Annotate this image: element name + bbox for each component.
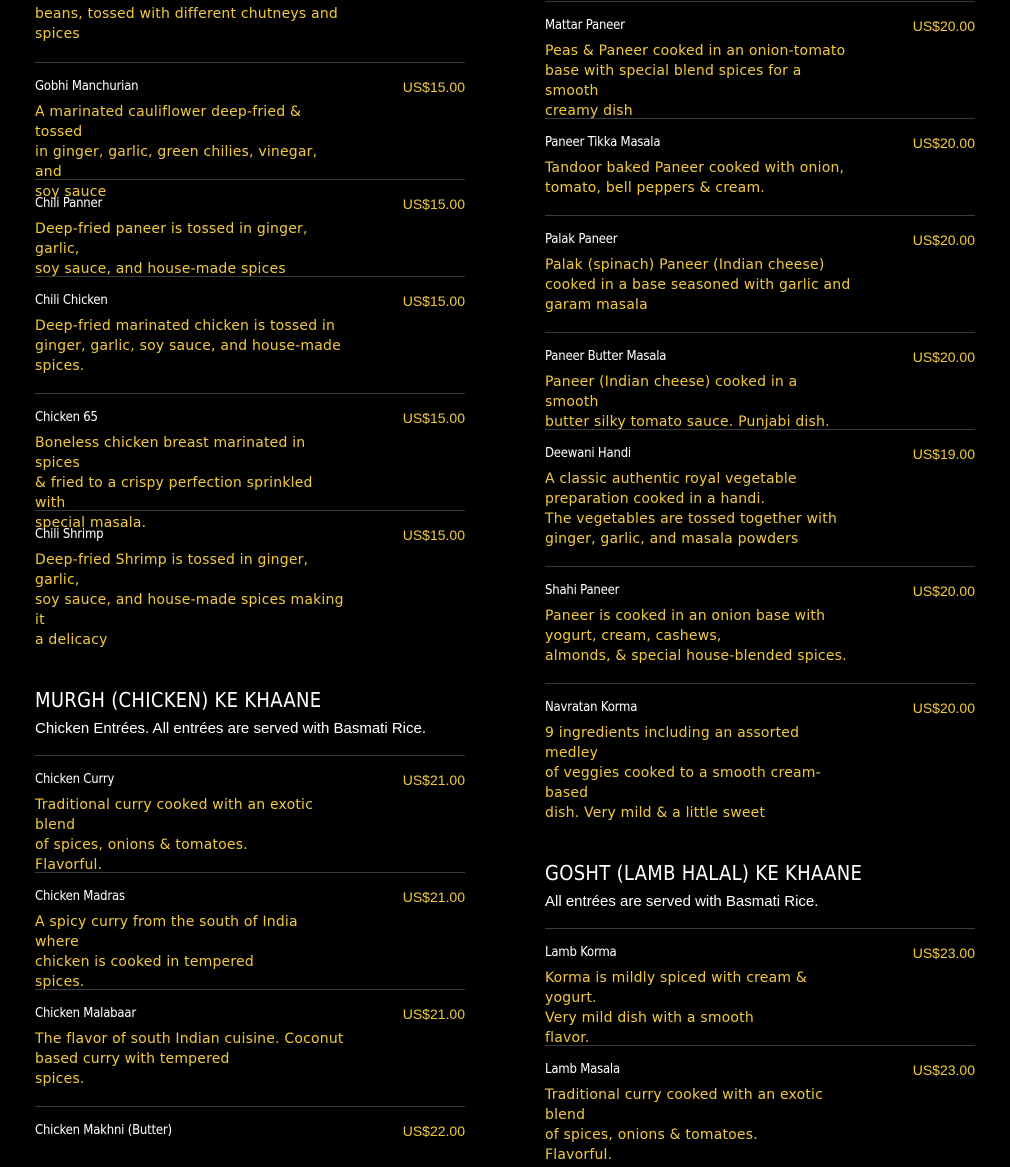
menu-item-chicken-madras (35, 872, 465, 990)
item-name: Chili Chicken (35, 293, 108, 308)
item-name: Chili Panner (35, 196, 103, 211)
item-price: US$20.00 (912, 232, 975, 248)
item-name: Lamb Masala (545, 1062, 620, 1077)
desc-line: ginger, garlic, and masala powders (545, 531, 799, 547)
desc-line: flavor. (545, 1030, 590, 1046)
desc-line: Tandoor baked Paneer cooked with onion, (545, 160, 845, 176)
desc-line: chicken is cooked in tempered (35, 954, 254, 970)
desc-line: soy sauce (35, 184, 107, 200)
desc-line: Flavorful. (545, 1147, 613, 1163)
menu-item-chili-chicken (35, 276, 465, 394)
item-name: Shahi Paneer (545, 583, 620, 598)
item-price: US$21.00 (402, 1006, 465, 1022)
item-price: US$20.00 (912, 700, 975, 716)
menu-item-navratan-korma (545, 683, 975, 821)
menu-item-chicken-curry (35, 755, 465, 873)
item-name: Navratan Korma (545, 700, 638, 715)
menu-item-gobhi-manchurian (35, 62, 465, 200)
desc-line: Traditional curry cooked with an exotic blend (35, 797, 314, 833)
item-description (545, 255, 855, 315)
item-description (545, 158, 855, 198)
desc-line: The vegetables are tossed together with (545, 511, 838, 527)
desc-line: 9 ingredients including an assorted medley (545, 725, 800, 761)
item-price: US$20.00 (912, 583, 975, 599)
item-price: US$23.00 (912, 1062, 975, 1078)
desc-line: dish. Very mild & a little sweet (545, 805, 766, 821)
desc-line: tomato, bell peppers & cream. (545, 180, 765, 196)
item-price: US$21.00 (402, 772, 465, 788)
desc-line: special masala. (35, 515, 147, 531)
section-title: MURGH (CHICKEN) KE KHAANE (35, 688, 322, 712)
desc-line: Paneer (Indian cheese) cooked in a smooth (545, 374, 798, 410)
desc-line: garam masala (545, 297, 648, 313)
desc-line: preparation cooked in a handi. (545, 491, 766, 507)
item-description (35, 550, 345, 650)
item-description (35, 912, 345, 992)
section-header-lamb (545, 860, 862, 912)
desc-line: & fried to a crispy perfection sprinkled with (35, 475, 313, 511)
desc-line: based curry with tempered (35, 1051, 230, 1067)
item-description (545, 606, 855, 666)
desc-line: of spices, onions & tomatoes. (545, 1127, 758, 1143)
desc-line: Deep-fried Shrimp is tossed in ginger, garlic, (35, 552, 309, 588)
desc-line: Paneer is cooked in an onion base with (545, 608, 826, 624)
item-description (545, 372, 855, 432)
menu-item-palak-paneer (545, 215, 975, 333)
item-name: Chicken Curry (35, 772, 115, 787)
menu-item-chili-shrimp (35, 510, 465, 648)
desc-line: Palak (spinach) Paneer (Indian cheese) (545, 257, 825, 273)
item-description (545, 469, 855, 549)
desc-line: A classic authentic royal vegetable (545, 471, 797, 487)
desc-line: in ginger, garlic, green chilies, vinegar, and (35, 144, 318, 180)
section-header-chicken (35, 687, 426, 739)
item-name: Deewani Handi (545, 446, 631, 461)
desc-line: beans, tossed with different chutneys and (35, 6, 338, 22)
item-description (545, 41, 855, 121)
desc-line: a delicacy (35, 632, 108, 648)
item-name: Paneer Butter Masala (545, 349, 667, 364)
item-description (545, 723, 855, 823)
item-name: Lamb Korma (545, 945, 617, 960)
item-price: US$21.00 (402, 889, 465, 905)
desc-line: Traditional curry cooked with an exotic blend (545, 1087, 824, 1123)
menu-item-chicken-malabaar (35, 989, 465, 1107)
desc-line: ginger, garlic, soy sauce, and house-made (35, 338, 341, 354)
item-description (35, 219, 345, 279)
item-name: Chili Shrimp (35, 527, 104, 542)
desc-line: Korma is mildly spiced with cream & yogurt. (545, 970, 808, 1006)
item-name: Gobhi Manchurian (35, 79, 139, 94)
desc-line: Deep-fried marinated chicken is tossed in (35, 318, 336, 334)
item-name: Chicken Malabaar (35, 1006, 136, 1021)
desc-line: Peas & Paneer cooked in an onion-tomato (545, 43, 846, 59)
desc-line: A spicy curry from the south of India where (35, 914, 298, 950)
item-description (35, 316, 345, 376)
desc-line: yogurt, cream, cashews, (545, 628, 722, 644)
item-description (35, 4, 345, 44)
section-subtitle: All entrées are served with Basmati Rice. (545, 893, 819, 910)
menu-item-chicken-makhni-butter (35, 1106, 465, 1167)
item-name: Chicken Makhni (Butter) (35, 1123, 172, 1138)
item-price: US$23.00 (912, 945, 975, 961)
desc-line: creamy dish (545, 103, 633, 119)
menu-item-partial (35, 4, 345, 44)
section-subtitle: Chicken Entrées. All entrées are served with Basmati Rice. (35, 720, 427, 737)
desc-line: of spices, onions & tomatoes. (35, 837, 248, 853)
desc-line: butter silky tomato sauce. Punjabi dish. (545, 414, 830, 430)
menu-item-shahi-paneer (545, 566, 975, 684)
item-price: US$20.00 (912, 135, 975, 151)
menu-item-chili-panner (35, 179, 465, 277)
item-price: US$15.00 (402, 410, 465, 426)
desc-line: almonds, & special house-blended spices. (545, 648, 847, 664)
menu-item-chicken-65 (35, 393, 465, 531)
item-price: US$22.00 (402, 1123, 465, 1139)
item-name: Chicken 65 (35, 410, 98, 425)
item-price: US$15.00 (402, 527, 465, 543)
desc-line: Very mild dish with a smooth (545, 1010, 754, 1026)
item-description (545, 1085, 855, 1165)
menu-item-mattar-paneer (545, 1, 975, 119)
menu-item-lamb-korma (545, 928, 975, 1046)
item-name: Mattar Paneer (545, 18, 625, 33)
item-price: US$20.00 (912, 18, 975, 34)
item-price: US$19.00 (912, 446, 975, 462)
item-price: US$15.00 (402, 196, 465, 212)
desc-line: soy sauce, and house-made spices (35, 261, 286, 277)
desc-line: Deep-fried paneer is tossed in ginger, garlic, (35, 221, 308, 257)
item-name: Palak Paneer (545, 232, 618, 247)
item-description (545, 968, 855, 1048)
item-name: Chicken Madras (35, 889, 125, 904)
item-price: US$15.00 (402, 79, 465, 95)
desc-line: spices. (35, 358, 85, 374)
menu-item-paneer-tikka-masala (545, 118, 975, 216)
desc-line: spices (35, 26, 80, 42)
item-name: Paneer Tikka Masala (545, 135, 661, 150)
item-price: US$15.00 (402, 293, 465, 309)
desc-line: soy sauce, and house-made spices making it (35, 592, 344, 628)
menu-item-paneer-butter-masala (545, 332, 975, 430)
desc-line: A marinated cauliflower deep-fried & tossed (35, 104, 302, 140)
menu-item-deewani-handi (545, 429, 975, 567)
desc-line: base with special blend spices for a smooth (545, 63, 802, 99)
desc-line: of veggies cooked to a smooth cream-based (545, 765, 821, 801)
desc-line: Boneless chicken breast marinated in spices (35, 435, 306, 471)
menu-item-lamb-masala (545, 1045, 975, 1163)
item-description (35, 1029, 345, 1089)
desc-line: The flavor of south Indian cuisine. Coconut (35, 1031, 344, 1047)
desc-line: Flavorful. (35, 857, 103, 873)
section-title: GOSHT (LAMB HALAL) KE KHAANE (545, 861, 863, 885)
item-price: US$20.00 (912, 349, 975, 365)
desc-line: spices. (35, 1071, 85, 1087)
desc-line: cooked in a base seasoned with garlic and (545, 277, 851, 293)
desc-line: spices. (35, 974, 85, 990)
item-description (35, 795, 345, 875)
